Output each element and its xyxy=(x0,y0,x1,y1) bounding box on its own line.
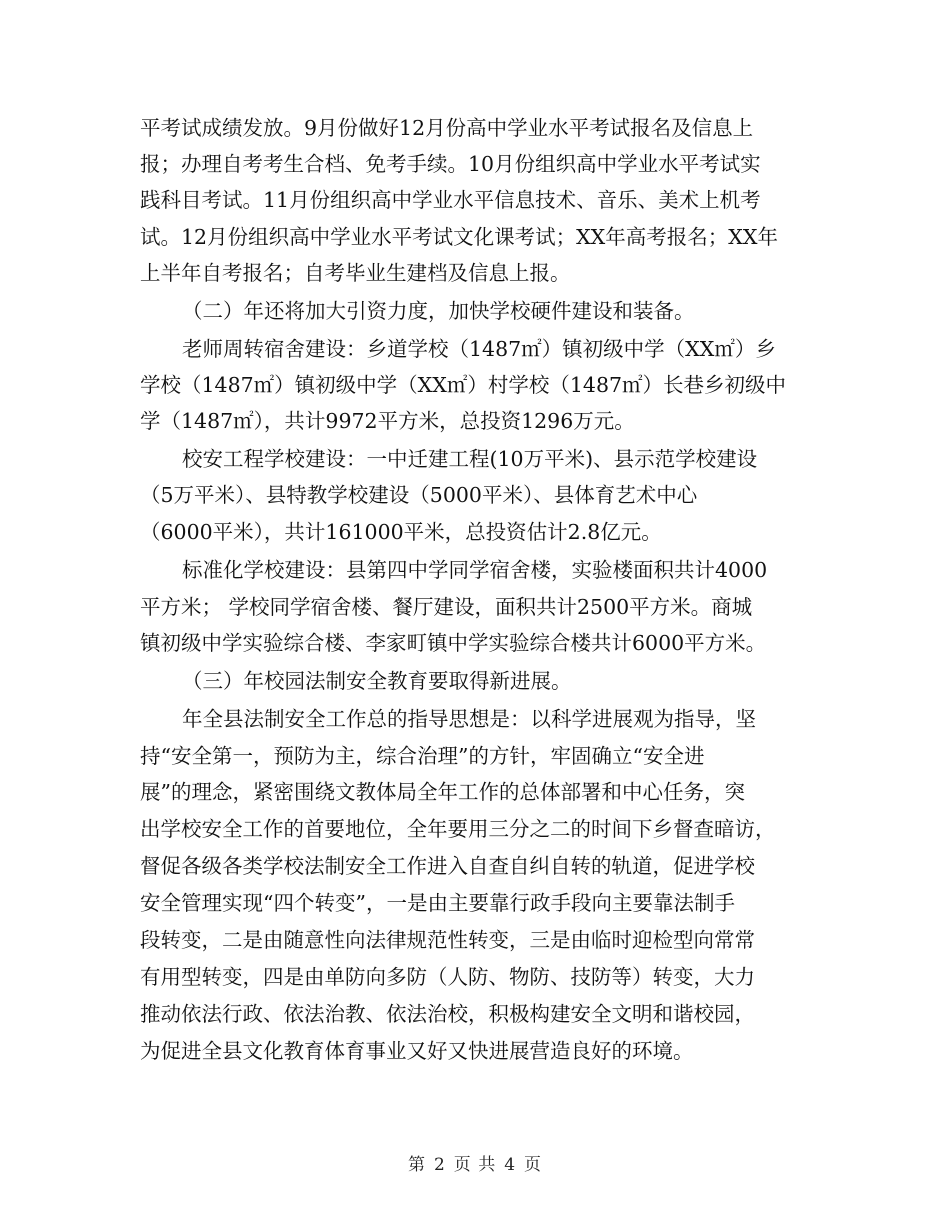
body-line: 安全管理实现“四个转变”，一是由主要靠行政手段向主要靠法制手 xyxy=(140,891,735,915)
body-line: 推动依法行政、依法治教、依法治校，积极构建安全文明和谐校园， xyxy=(140,1002,755,1026)
section-heading-2: （二）年还将加大引资力度，加快学校硬件建设和装备。 xyxy=(182,299,695,323)
body-line: 为促进全县文化教育体育事业又好又快进展营造良好的环境。 xyxy=(140,1039,694,1063)
body-line: 学校（1487㎡）镇初级中学（XX㎡）村学校（1487㎡）长巷乡初级中 xyxy=(140,373,787,397)
body-line: 平方米； 学校同学宿舍楼、餐厅建设，面积共计2500平方米。商城 xyxy=(140,595,753,619)
body-line: 平考试成绩发放。9月份做好12月份高中学业水平考试报名及信息上 xyxy=(140,116,754,140)
body-line: 试。12月份组织高中学业水平考试文化课考试；XX年高考报名；XX年 xyxy=(140,225,778,249)
footer-total-pages: 4 xyxy=(504,1155,517,1175)
paragraph-first-line: 年全县法制安全工作总的指导思想是：以科学进展观为指导，坚 xyxy=(182,707,756,731)
body-line: 践科目考试。11月份组织高中学业水平信息技术、音乐、美术上机考 xyxy=(140,188,761,212)
body-line: 报；办理自考考生合档、免考手续。10月份组织高中学业水平考试实 xyxy=(140,152,761,176)
footer-prefix: 第 xyxy=(407,1155,426,1175)
body-line: （6000平米），共计161000平米，总投资估计2.8亿元。 xyxy=(140,520,662,544)
footer-middle: 页 共 xyxy=(453,1155,497,1175)
footer-suffix: 页 xyxy=(524,1155,543,1175)
paragraph-first-line: 标准化学校建设：县第四中学同学宿舍楼，实验楼面积共计4000 xyxy=(182,558,768,582)
paragraph-first-line: 老师周转宿舍建设：乡道学校（1487㎡）镇初级中学（XX㎡）乡 xyxy=(182,337,776,361)
body-line: 持“安全第一，预防为主，综合治理”的方针，牢固确立“安全进 xyxy=(140,744,705,768)
body-line: 镇初级中学实验综合楼、李家町镇中学实验综合楼共计6000平方米。 xyxy=(140,631,767,655)
body-line: 上半年自考报名；自考毕业生建档及信息上报。 xyxy=(140,261,571,285)
section-heading-3: （三）年校园法制安全教育要取得新进展。 xyxy=(182,669,572,693)
page-footer xyxy=(0,1150,950,1175)
body-line: 出学校安全工作的首要地位，全年要用三分之二的时间下乡督查暗访， xyxy=(140,817,776,841)
paragraph-first-line: 校安工程学校建设：一中迁建工程(10万平米)、县示范学校建设 xyxy=(182,447,758,471)
body-line: （5万平米）、县特教学校建设（5000平米）、县体育艺术中心 xyxy=(140,483,698,507)
body-line: 展”的理念，紧密围绕文教体局全年工作的总体部署和中心任务，突 xyxy=(140,780,745,804)
body-line: 段转变，二是由随意性向法律规范性转变，三是由临时迎检型向常常 xyxy=(140,928,755,952)
footer-page-number: 2 xyxy=(433,1155,446,1175)
body-line: 学（1487㎡），共计9972平方米，总投资1296万元。 xyxy=(140,409,635,433)
body-line: 督促各级各类学校法制安全工作进入自查自纠自转的轨道，促进学校 xyxy=(140,854,755,878)
body-line: 有用型转变，四是由单防向多防（人防、物防、技防等）转变，大力 xyxy=(140,965,755,989)
